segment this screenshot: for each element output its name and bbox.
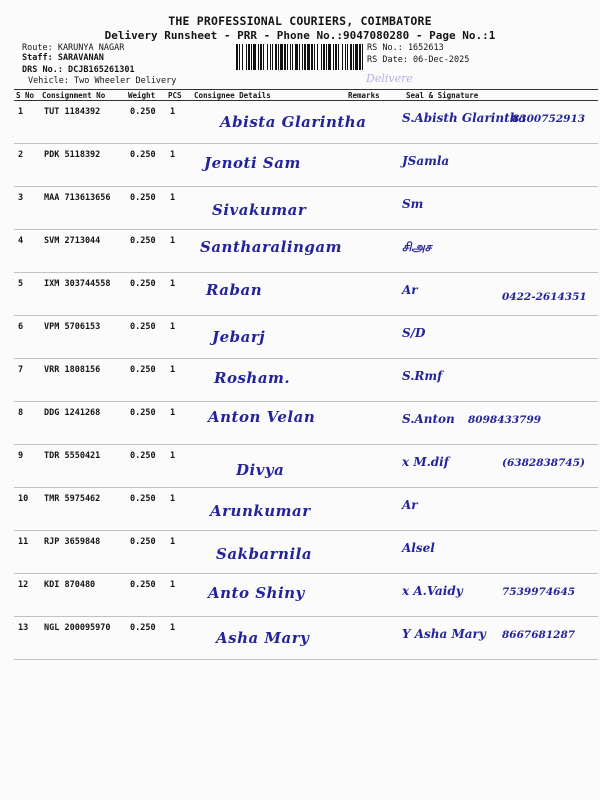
signature-handwriting: JSamla bbox=[402, 154, 450, 168]
barcode-bar bbox=[326, 44, 327, 70]
row-signature-cell bbox=[390, 230, 598, 273]
row-consignment-no: TDR 5550421 bbox=[40, 445, 126, 488]
barcode-bar bbox=[314, 44, 315, 70]
row-signature-cell bbox=[390, 316, 598, 359]
barcode-bar bbox=[299, 44, 300, 70]
signature-phone-number: 8667681287 bbox=[502, 629, 576, 641]
barcode-bar bbox=[342, 44, 343, 70]
row-remarks bbox=[346, 316, 390, 359]
row-signature-cell bbox=[390, 488, 598, 531]
barcode-bar bbox=[350, 44, 352, 70]
barcode-bar bbox=[236, 44, 238, 70]
table-row bbox=[14, 617, 598, 660]
row-sno: 12 bbox=[14, 574, 40, 617]
row-weight: 0.250 bbox=[126, 101, 166, 144]
row-pcs: 1 bbox=[166, 488, 192, 531]
row-consignment-no: KDI 870480 bbox=[40, 574, 126, 617]
row-weight: 0.250 bbox=[126, 359, 166, 402]
barcode-bar bbox=[239, 44, 240, 70]
col-consignee-header: Consignee Details bbox=[192, 90, 346, 101]
barcode-bar bbox=[246, 44, 247, 70]
table-row bbox=[14, 187, 598, 230]
row-weight: 0.250 bbox=[126, 617, 166, 660]
consignee-handwriting: Sakbarnila bbox=[216, 545, 313, 563]
signature-handwriting: சிஅச bbox=[402, 240, 432, 254]
barcode-bar bbox=[321, 44, 322, 70]
row-sno: 4 bbox=[14, 230, 40, 273]
barcode-bar bbox=[275, 44, 277, 70]
col-signature-header: Seal & Signature bbox=[390, 90, 598, 101]
company-title: THE PROFESSIONAL COURIERS, COIMBATORE bbox=[168, 14, 432, 28]
barcode-bar bbox=[302, 44, 303, 70]
row-remarks bbox=[346, 273, 390, 316]
row-pcs: 1 bbox=[166, 531, 192, 574]
row-weight: 0.250 bbox=[126, 187, 166, 230]
row-pcs: 1 bbox=[166, 359, 192, 402]
barcode-bar bbox=[248, 44, 250, 70]
barcode-bar bbox=[251, 44, 252, 70]
barcode-bar bbox=[263, 44, 264, 70]
consignee-handwriting: Jebarj bbox=[212, 328, 266, 346]
ink-stamp-mark: Delivere bbox=[366, 72, 413, 85]
signature-handwriting: x M.dif bbox=[402, 455, 449, 469]
barcode-bar bbox=[270, 44, 271, 70]
row-pcs: 1 bbox=[166, 144, 192, 187]
barcode-bar bbox=[307, 44, 310, 70]
barcode-bar bbox=[280, 44, 283, 70]
row-signature-cell bbox=[390, 402, 598, 445]
table-row bbox=[14, 101, 598, 144]
signature-phone-number: 7539974645 bbox=[502, 586, 576, 598]
signature-handwriting: Ar bbox=[402, 498, 418, 512]
consignee-handwriting: Rosham. bbox=[214, 369, 291, 387]
col-sno-header: S No bbox=[14, 90, 40, 101]
row-signature-cell bbox=[390, 144, 598, 187]
signature-handwriting: Ar bbox=[402, 283, 418, 297]
rs-date-text: RS Date: 06-Dec-2025 bbox=[367, 55, 470, 65]
table-row bbox=[14, 273, 598, 316]
row-consignee-cell bbox=[192, 316, 346, 359]
row-weight: 0.250 bbox=[126, 144, 166, 187]
row-sno: 5 bbox=[14, 273, 40, 316]
row-pcs: 1 bbox=[166, 445, 192, 488]
row-remarks bbox=[346, 359, 390, 402]
row-consignee-cell bbox=[192, 402, 346, 445]
signature-phone-number: 8300752913 bbox=[512, 113, 586, 125]
signature-handwriting: Alsel bbox=[402, 541, 435, 555]
row-sno: 11 bbox=[14, 531, 40, 574]
row-consignment-no: VRR 1808156 bbox=[40, 359, 126, 402]
row-consignee-cell bbox=[192, 359, 346, 402]
barcode-bar bbox=[272, 44, 273, 70]
barcode-bar bbox=[333, 44, 334, 70]
signature-handwriting: S.Abisth Glarintha bbox=[402, 111, 527, 125]
row-sno: 9 bbox=[14, 445, 40, 488]
table-row bbox=[14, 531, 598, 574]
row-signature-cell bbox=[390, 574, 598, 617]
barcode-bar bbox=[260, 44, 262, 70]
row-remarks bbox=[346, 402, 390, 445]
barcode-bar bbox=[295, 44, 298, 70]
row-consignment-no: TUT 1184392 bbox=[40, 101, 126, 144]
signature-handwriting: x A.Vaidy bbox=[402, 584, 463, 598]
table-row bbox=[14, 402, 598, 445]
row-consignee-cell bbox=[192, 101, 367, 144]
barcode-bar bbox=[345, 44, 346, 70]
row-consignee-cell bbox=[192, 617, 346, 660]
row-sno: 6 bbox=[14, 316, 40, 359]
row-pcs: 1 bbox=[166, 402, 192, 445]
consignee-handwriting: Anto Shiny bbox=[208, 584, 305, 602]
barcode-bar bbox=[311, 44, 313, 70]
table-row bbox=[14, 574, 598, 617]
consignee-handwriting: Divya bbox=[236, 461, 285, 479]
col-pcs-header: PCS bbox=[166, 90, 192, 101]
row-signature-cell bbox=[390, 617, 598, 660]
row-signature-cell bbox=[390, 359, 598, 402]
col-remarks-header: Remarks bbox=[346, 90, 390, 101]
row-weight: 0.250 bbox=[126, 273, 166, 316]
row-consignment-no: MAA 713613656 bbox=[40, 187, 126, 230]
table-row bbox=[14, 445, 598, 488]
barcode-bar bbox=[253, 44, 256, 70]
barcode-bar bbox=[258, 44, 259, 70]
barcode-bar bbox=[323, 44, 325, 70]
barcode-bar bbox=[353, 44, 354, 70]
signature-handwriting: S.Rmf bbox=[402, 369, 443, 383]
row-consignment-no: PDK 5118392 bbox=[40, 144, 126, 187]
row-consignee-cell bbox=[192, 273, 346, 316]
barcode-bar bbox=[287, 44, 288, 70]
consignee-handwriting: Jenoti Sam bbox=[204, 154, 301, 172]
table-row bbox=[14, 230, 598, 273]
row-consignee-cell bbox=[192, 144, 346, 187]
barcode-bar bbox=[278, 44, 279, 70]
row-remarks bbox=[346, 531, 390, 574]
barcode-bar bbox=[359, 44, 361, 70]
row-consignment-no: NGL 200095970 bbox=[40, 617, 126, 660]
consignee-handwriting: Santharalingam bbox=[200, 238, 343, 256]
row-weight: 0.250 bbox=[126, 488, 166, 531]
drs-text: DRS No.: DCJB165261301 bbox=[22, 65, 135, 75]
row-consignee-cell bbox=[192, 488, 346, 531]
barcode-bar bbox=[242, 44, 243, 70]
row-consignee-cell bbox=[192, 445, 346, 488]
row-signature-cell bbox=[390, 445, 598, 488]
row-consignment-no: VPM 5706153 bbox=[40, 316, 126, 359]
barcode-bar bbox=[267, 44, 268, 70]
row-pcs: 1 bbox=[166, 574, 192, 617]
row-signature-cell bbox=[390, 101, 598, 144]
staff-text: Staff: SARAVANAN bbox=[22, 53, 104, 63]
row-consignment-no: RJP 3659848 bbox=[40, 531, 126, 574]
row-sno: 1 bbox=[14, 101, 40, 144]
barcode-bar bbox=[362, 44, 363, 70]
route-text: Route: KARUNYA NAGAR bbox=[22, 43, 125, 53]
consignee-handwriting: Asha Mary bbox=[216, 629, 310, 647]
row-consignee-cell bbox=[192, 531, 346, 574]
signature-phone-number: 0422-2614351 bbox=[502, 291, 587, 303]
table-header-row bbox=[14, 90, 598, 101]
row-remarks bbox=[346, 101, 390, 144]
row-remarks bbox=[346, 445, 390, 488]
rs-no-text: RS No.: 1652613 bbox=[367, 43, 444, 53]
barcode-image bbox=[236, 44, 363, 70]
delivery-table bbox=[14, 89, 598, 660]
row-consignee-cell bbox=[192, 187, 346, 230]
barcode-bar bbox=[304, 44, 306, 70]
row-signature-cell bbox=[390, 187, 598, 230]
row-pcs: 1 bbox=[166, 230, 192, 273]
signature-handwriting: Y Asha Mary bbox=[402, 627, 486, 641]
row-sno: 13 bbox=[14, 617, 40, 660]
row-weight: 0.250 bbox=[126, 230, 166, 273]
row-pcs: 1 bbox=[166, 316, 192, 359]
signature-handwriting: Sm bbox=[402, 197, 424, 211]
table-row bbox=[14, 316, 598, 359]
row-consignment-no: DDG 1241268 bbox=[40, 402, 126, 445]
row-remarks bbox=[346, 574, 390, 617]
row-pcs: 1 bbox=[166, 273, 192, 316]
consignee-handwriting: Sivakumar bbox=[212, 201, 307, 219]
row-pcs: 1 bbox=[166, 187, 192, 230]
barcode-bar bbox=[338, 44, 339, 70]
row-consignee-cell bbox=[192, 230, 346, 273]
row-pcs: 1 bbox=[166, 617, 192, 660]
row-remarks bbox=[346, 187, 390, 230]
consignee-handwriting: Abista Glarintha bbox=[220, 113, 367, 131]
row-weight: 0.250 bbox=[126, 316, 166, 359]
vehicle-text: Vehicle: Two Wheeler Delivery bbox=[28, 76, 177, 86]
row-sno: 2 bbox=[14, 144, 40, 187]
row-weight: 0.250 bbox=[126, 445, 166, 488]
signature-phone-number: 8098433799 bbox=[468, 414, 542, 426]
barcode-bar bbox=[328, 44, 331, 70]
row-sno: 10 bbox=[14, 488, 40, 531]
row-consignment-no: SVM 2713044 bbox=[40, 230, 126, 273]
consignee-handwriting: Arunkumar bbox=[210, 502, 311, 520]
barcode-bar bbox=[347, 44, 348, 70]
row-sno: 8 bbox=[14, 402, 40, 445]
row-weight: 0.250 bbox=[126, 574, 166, 617]
signature-handwriting: S.Anton bbox=[402, 412, 455, 426]
barcode-bar bbox=[290, 44, 291, 70]
row-sno: 7 bbox=[14, 359, 40, 402]
table-row bbox=[14, 144, 598, 187]
row-signature-cell bbox=[390, 531, 598, 574]
barcode-bar bbox=[355, 44, 358, 70]
col-consignment-header: Consignment No bbox=[40, 90, 126, 101]
consignee-handwriting: Anton Velan bbox=[208, 408, 316, 426]
signature-phone-number: (6382838745) bbox=[502, 457, 585, 469]
row-remarks bbox=[346, 488, 390, 531]
barcode-bar bbox=[335, 44, 337, 70]
row-remarks bbox=[346, 144, 390, 187]
row-remarks bbox=[346, 230, 390, 273]
barcode-bar bbox=[284, 44, 286, 70]
col-weight-header: Weight bbox=[126, 90, 166, 101]
row-pcs: 1 bbox=[166, 101, 192, 144]
signature-handwriting: S/D bbox=[402, 326, 426, 340]
row-signature-cell bbox=[390, 273, 598, 316]
row-consignment-no: IXM 303744558 bbox=[40, 273, 126, 316]
row-weight: 0.250 bbox=[126, 402, 166, 445]
row-weight: 0.250 bbox=[126, 531, 166, 574]
runsheet-subtitle: Delivery Runsheet - PRR - Phone No.:9047080280 - Page No.:1 bbox=[104, 29, 496, 42]
table-row bbox=[14, 488, 598, 531]
barcode-bar bbox=[317, 44, 318, 70]
row-remarks bbox=[346, 617, 390, 660]
table-row bbox=[14, 359, 598, 402]
row-consignment-no: TMR 5975462 bbox=[40, 488, 126, 531]
row-sno: 3 bbox=[14, 187, 40, 230]
consignee-handwriting: Raban bbox=[206, 281, 263, 299]
barcode-bar bbox=[292, 44, 293, 70]
row-consignee-cell bbox=[192, 574, 346, 617]
